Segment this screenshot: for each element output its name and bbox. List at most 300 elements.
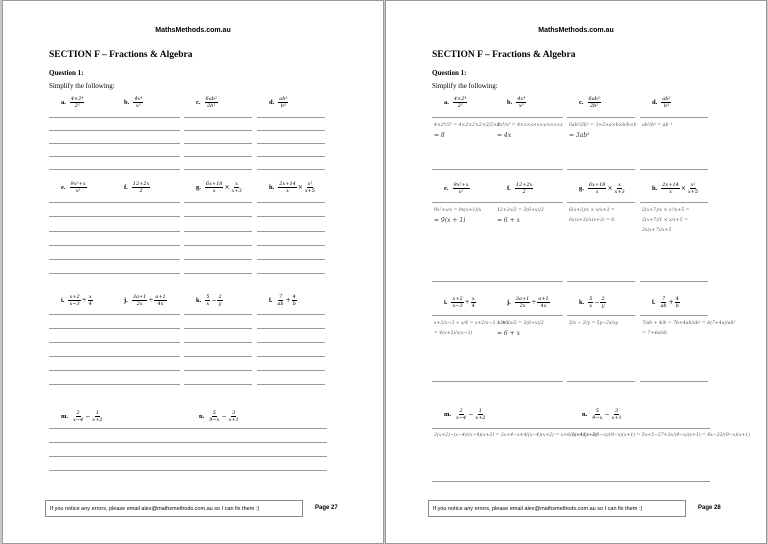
fraction xyxy=(661,182,680,195)
numerator: 2 xyxy=(76,409,80,416)
page-number: Page 28 xyxy=(698,505,721,511)
final-answer: = 6 + x xyxy=(497,330,520,337)
numerator: ab² xyxy=(662,95,671,102)
final-answer: = 8 xyxy=(434,132,445,139)
answer-line xyxy=(184,342,252,343)
denominator: 2x xyxy=(519,302,526,309)
denominator: x+5 xyxy=(304,187,316,194)
question-title: Question 1: xyxy=(432,69,467,77)
worksheet-page-left xyxy=(2,0,384,544)
numerator: 7 xyxy=(278,293,283,300)
fraction xyxy=(88,294,93,307)
answer-line xyxy=(432,169,500,170)
numerator: 3a+1 xyxy=(132,293,147,300)
operator: ÷ xyxy=(148,296,154,304)
solution-step: 5(x+1)−3(9−x)/(9−x)(x+1) = 5x+5−27+3x/(9−x)(x+1) = 8x−22/(9−x)(x+1) xyxy=(572,433,751,438)
solution-step: 2(x+7)/1 × x/x+5 = xyxy=(642,218,688,223)
answer-line xyxy=(432,202,500,203)
numerator: 3a+1 xyxy=(515,295,530,302)
worked-solution xyxy=(497,121,565,141)
numerator: 6ab² xyxy=(205,95,217,102)
problem-label: b. xyxy=(507,98,513,106)
problem-item xyxy=(579,180,626,196)
answer-line xyxy=(112,328,180,329)
problem-item xyxy=(199,408,240,424)
problem-label: l. xyxy=(652,298,656,306)
problem-label: g. xyxy=(579,184,584,192)
solution-step: 9x²+x/x = 9x(x+1)/x xyxy=(434,208,482,213)
final-answer: = 4x xyxy=(497,132,512,139)
problem-item xyxy=(507,180,533,196)
numerator: 2x+14 xyxy=(279,180,296,187)
denominator: x−4 xyxy=(456,414,467,421)
problem-label: a. xyxy=(61,98,66,106)
answer-line xyxy=(432,281,500,282)
fraction xyxy=(72,410,84,423)
problem-item xyxy=(61,408,103,424)
denominator: 2 xyxy=(139,187,143,194)
fraction xyxy=(227,410,239,423)
numerator: 2x+14 xyxy=(662,181,679,188)
operator: × xyxy=(680,184,686,192)
final-answer: = 6 + x xyxy=(497,217,520,224)
operator: × xyxy=(607,184,613,192)
denominator: b xyxy=(292,300,296,307)
answer-line xyxy=(112,314,180,315)
numerator: 6x+18 xyxy=(588,181,606,188)
solution-step: = 7+4a/ab xyxy=(642,331,667,336)
fraction xyxy=(132,181,151,194)
answer-line xyxy=(257,328,325,329)
worked-solution xyxy=(569,121,637,141)
answer-line xyxy=(184,370,252,371)
fraction xyxy=(278,96,288,109)
answer-line xyxy=(184,384,252,385)
solution-step: 2(x+2)−(x−4)/(x−4)(x+2) = 2x+4−x+4/(x−4)(x+2) = x+8/(x−4)(x+2) xyxy=(434,433,598,438)
worked-solution xyxy=(642,206,710,236)
worked-solution xyxy=(569,206,637,226)
operator: + xyxy=(668,298,674,306)
numerator: a+1 xyxy=(155,293,166,300)
denominator: x xyxy=(212,187,216,194)
numerator: 5 xyxy=(589,295,593,302)
denominator: 9−x xyxy=(592,414,603,421)
problem-label: k. xyxy=(196,296,202,304)
numerator: 2 xyxy=(218,293,222,300)
numerator: 12+2x xyxy=(515,181,533,188)
answer-line xyxy=(112,156,180,157)
problem-label: h. xyxy=(269,183,275,191)
answer-line xyxy=(49,428,189,429)
answer-line xyxy=(257,216,325,217)
numerator: 4x⁴ xyxy=(134,95,143,102)
denominator: x³ xyxy=(135,102,141,109)
answer-line xyxy=(184,143,252,144)
solution-step: 12+2x/2 = 2(6+x)/2 xyxy=(497,208,544,213)
numerator: 2 xyxy=(601,295,605,302)
fraction xyxy=(613,182,625,195)
answer-line xyxy=(49,202,117,203)
answer-line xyxy=(49,470,189,471)
answer-line xyxy=(184,273,252,274)
problem-item xyxy=(196,94,218,110)
denominator: y xyxy=(601,302,605,309)
answer-line xyxy=(257,314,325,315)
answer-line xyxy=(257,143,325,144)
solution-step: 4x⁴/x³ = 4×x×x×x×x/x×x×x xyxy=(497,123,563,128)
fraction xyxy=(217,294,222,307)
answer-line xyxy=(49,384,117,385)
answer-line xyxy=(567,381,635,382)
solution-step: 4×2⁴/2² = 4×2×2×2×2/2×2 xyxy=(434,123,500,128)
operator: − xyxy=(221,412,227,420)
problem-label: i. xyxy=(444,298,448,306)
answer-line xyxy=(495,381,563,382)
problem-item xyxy=(124,292,167,308)
page-number: Page 27 xyxy=(315,505,338,511)
answer-line xyxy=(257,156,325,157)
denominator: x+1 xyxy=(228,416,239,423)
operator: × xyxy=(224,183,230,191)
problem-label: e. xyxy=(61,183,66,191)
denominator: x+2 xyxy=(92,416,103,423)
problem-label: c. xyxy=(579,98,584,106)
answer-line xyxy=(49,130,117,131)
answer-line xyxy=(640,202,708,203)
answer-line xyxy=(184,156,252,157)
numerator: 6x+18 xyxy=(205,180,223,187)
fraction xyxy=(451,296,463,309)
denominator: x² xyxy=(458,188,464,195)
final-answer: = 3ab² xyxy=(569,132,590,139)
answer-line xyxy=(49,356,117,357)
answer-line xyxy=(567,169,635,170)
answer-line xyxy=(187,442,327,443)
numerator: x xyxy=(618,181,621,188)
answer-line xyxy=(184,231,252,232)
numerator: a+1 xyxy=(538,295,549,302)
answer-line xyxy=(112,216,180,217)
answer-line xyxy=(184,259,252,260)
answer-line xyxy=(432,381,500,382)
answer-line xyxy=(49,370,117,371)
operator: + xyxy=(285,296,291,304)
numerator: 5 xyxy=(212,409,216,416)
denominator: 2 xyxy=(522,188,526,195)
answer-line xyxy=(49,273,117,274)
fraction xyxy=(453,182,470,195)
problem-item xyxy=(124,94,143,110)
numerator: 5 xyxy=(595,407,599,414)
fraction xyxy=(292,294,297,307)
denominator: b xyxy=(675,302,679,309)
denominator: y xyxy=(218,300,222,307)
operator: ÷ xyxy=(81,296,87,304)
denominator: x+5 xyxy=(687,188,699,195)
denominator: x+3 xyxy=(231,187,242,194)
denominator: x xyxy=(669,188,672,195)
problem-item xyxy=(507,294,550,310)
denominator: ab xyxy=(660,302,667,309)
answer-line xyxy=(49,314,117,315)
denominator: x−3 xyxy=(452,302,463,309)
answer-line xyxy=(112,231,180,232)
answer-line xyxy=(184,130,252,131)
answer-line xyxy=(567,315,635,316)
worked-solution xyxy=(497,319,565,339)
problem-item xyxy=(652,180,699,196)
denominator: 4x xyxy=(157,300,164,307)
section-title: SECTION F – Fractions & Algebra xyxy=(432,50,576,60)
numerator: 4×2⁴ xyxy=(453,95,467,102)
operator: × xyxy=(297,183,303,191)
answer-line xyxy=(640,117,708,118)
denominator: 9−x xyxy=(209,416,220,423)
answer-line xyxy=(567,117,635,118)
numerator: 4 xyxy=(675,295,679,302)
denominator: 2x xyxy=(136,300,143,307)
problem-label: d. xyxy=(652,98,658,106)
problem-label: k. xyxy=(579,298,585,306)
worked-solution xyxy=(572,431,751,441)
problem-label: i. xyxy=(61,296,65,304)
answer-line xyxy=(184,202,252,203)
worked-solution xyxy=(497,206,565,226)
problem-label: m. xyxy=(61,412,69,420)
operator: − xyxy=(594,298,600,306)
answer-line xyxy=(112,259,180,260)
answer-line xyxy=(49,169,117,170)
numerator: 2 xyxy=(459,407,463,414)
solution-step: x+2/x−3 ÷ x/4 = x+2/x−3 × 4/x xyxy=(434,321,509,326)
answer-line xyxy=(49,259,117,260)
answer-line xyxy=(184,117,252,118)
answer-line xyxy=(432,481,572,482)
numerator: x xyxy=(235,180,238,187)
solution-step: ab²/b³ = ab⁻¹ xyxy=(642,123,673,128)
answer-line xyxy=(495,315,563,316)
numerator: 4 xyxy=(292,293,296,300)
problem-label: c. xyxy=(196,98,201,106)
answer-line xyxy=(184,245,252,246)
answer-line xyxy=(570,428,710,429)
fraction xyxy=(453,96,468,109)
solution-step: = 4(x+2)/x(x−3) xyxy=(434,331,473,336)
numerator: x xyxy=(88,293,92,300)
answer-line xyxy=(49,442,189,443)
worked-solution xyxy=(434,431,598,441)
denominator: x+2 xyxy=(475,414,486,421)
denominator: 4x xyxy=(540,302,547,309)
problem-item xyxy=(444,406,486,422)
numerator: x+2 xyxy=(452,295,463,302)
fraction xyxy=(230,181,242,194)
worked-solution xyxy=(434,121,502,141)
numerator: x² xyxy=(307,180,313,187)
answer-line xyxy=(257,273,325,274)
numerator: ab² xyxy=(279,95,288,102)
problem-item xyxy=(444,294,476,310)
answer-line xyxy=(187,456,327,457)
answer-line xyxy=(184,314,252,315)
operator: − xyxy=(468,410,474,418)
numerator: 6ab² xyxy=(588,95,600,102)
problem-item xyxy=(196,292,223,308)
denominator: x−4 xyxy=(73,416,84,423)
numerator: 7 xyxy=(661,295,666,302)
answer-line xyxy=(49,231,117,232)
answer-line xyxy=(112,342,180,343)
fraction xyxy=(588,182,607,195)
answer-line xyxy=(49,342,117,343)
denominator: x xyxy=(589,302,593,309)
fraction xyxy=(537,296,549,309)
answer-line xyxy=(257,117,325,118)
problem-item xyxy=(582,406,623,422)
problem-label: j. xyxy=(124,296,128,304)
denominator: x+3 xyxy=(614,188,625,195)
answer-line xyxy=(257,356,325,357)
answer-line xyxy=(112,245,180,246)
fraction xyxy=(661,96,671,109)
answer-line xyxy=(49,216,117,217)
denominator: b³ xyxy=(663,102,669,109)
solution-step: 6(x+3)/x × x/x+3 = xyxy=(569,208,615,213)
numerator: 12+2x xyxy=(132,180,150,187)
problem-item xyxy=(269,94,288,110)
problem-label: n. xyxy=(582,410,588,418)
problem-item xyxy=(579,94,601,110)
answer-line xyxy=(640,381,708,382)
numerator: 9x²+x xyxy=(70,180,86,187)
answer-line xyxy=(432,315,500,316)
answer-line xyxy=(257,342,325,343)
solution-step: 2(x+7)/x × x²/x+5 = xyxy=(642,208,690,213)
problem-label: l. xyxy=(269,296,273,304)
numerator: 4×2⁴ xyxy=(70,95,84,102)
footer-note: If you notice any errors, please email alex@mathsmethods.com.au so I can fix them :) xyxy=(428,500,686,517)
fraction xyxy=(675,296,680,309)
denominator: 2b² xyxy=(207,102,216,109)
problem-label: d. xyxy=(269,98,275,106)
answer-line xyxy=(112,117,180,118)
fraction xyxy=(278,181,297,194)
answer-line xyxy=(640,169,708,170)
site-header: MathsMethods.com.au xyxy=(538,27,614,34)
fraction xyxy=(205,96,218,109)
numerator: 1 xyxy=(95,409,99,416)
answer-line xyxy=(257,202,325,203)
denominator: ab xyxy=(277,300,284,307)
question-instruction: Simplify the following: xyxy=(432,82,498,90)
numerator: 1 xyxy=(478,407,482,414)
problem-label: n. xyxy=(199,412,205,420)
fraction xyxy=(515,296,531,309)
problem-item xyxy=(579,294,606,310)
solution-step: 5/x − 2/y = 5y−2x/xy xyxy=(569,321,619,326)
solution-step: 12+2x/2 = 2(6+x)/2 xyxy=(497,321,544,326)
answer-line xyxy=(495,281,563,282)
answer-line xyxy=(112,130,180,131)
worked-solution xyxy=(642,121,710,131)
answer-line xyxy=(112,356,180,357)
answer-line xyxy=(570,481,710,482)
problem-label: b. xyxy=(124,98,130,106)
answer-line xyxy=(187,470,327,471)
fraction xyxy=(70,181,87,194)
problem-item xyxy=(269,179,316,195)
problem-item xyxy=(652,294,680,310)
answer-line xyxy=(432,117,500,118)
footer-note: If you notice any errors, please email alex@mathsmethods.com.au so I can fix them :) xyxy=(45,500,303,517)
denominator: 2b² xyxy=(590,102,599,109)
answer-line xyxy=(112,143,180,144)
problem-label: g. xyxy=(196,183,201,191)
denominator: x xyxy=(206,300,210,307)
answer-line xyxy=(112,370,180,371)
problem-item xyxy=(124,179,150,195)
numerator: x xyxy=(471,295,475,302)
numerator: 3 xyxy=(614,407,619,414)
numerator: 5 xyxy=(206,293,210,300)
answer-line xyxy=(187,428,327,429)
denominator: 4 xyxy=(88,300,92,307)
answer-line xyxy=(49,328,117,329)
solution-step: 2x(x+7)/x+5 xyxy=(642,228,672,233)
fraction xyxy=(515,182,534,195)
numerator: 9x²+x xyxy=(453,181,469,188)
answer-line xyxy=(112,169,180,170)
solution-step: 6ab²/2b² = 3×2×a×b×b/b×b xyxy=(569,123,637,128)
answer-line xyxy=(112,273,180,274)
numerator: 3 xyxy=(231,409,236,416)
fraction xyxy=(474,408,486,421)
worked-solution xyxy=(569,319,637,329)
answer-line xyxy=(49,156,117,157)
operator: − xyxy=(604,410,610,418)
fraction xyxy=(70,96,85,109)
fraction xyxy=(208,410,220,423)
answer-line xyxy=(257,259,325,260)
fraction xyxy=(68,294,80,307)
fraction xyxy=(455,408,467,421)
fraction xyxy=(610,408,622,421)
fraction xyxy=(91,410,103,423)
fraction xyxy=(205,181,224,194)
fraction xyxy=(132,294,148,307)
answer-line xyxy=(49,143,117,144)
answer-line xyxy=(49,117,117,118)
answer-line xyxy=(640,315,708,316)
fraction xyxy=(133,96,143,109)
answer-line xyxy=(257,245,325,246)
answer-line xyxy=(112,384,180,385)
numerator: x+2 xyxy=(69,293,80,300)
solution-step: 7/ab + 4/b = 7b+4ab/ab² = b(7+4a)/ab² xyxy=(642,321,736,326)
site-header: MathsMethods.com.au xyxy=(155,27,231,34)
answer-line xyxy=(257,384,325,385)
fraction xyxy=(154,294,166,307)
problem-item xyxy=(652,94,671,110)
fraction xyxy=(471,296,476,309)
operator: ÷ xyxy=(464,298,470,306)
problem-item xyxy=(61,292,93,308)
answer-line xyxy=(495,169,563,170)
problem-label: f. xyxy=(124,183,128,191)
fraction xyxy=(659,296,667,309)
fraction xyxy=(588,96,601,109)
fraction xyxy=(304,181,316,194)
